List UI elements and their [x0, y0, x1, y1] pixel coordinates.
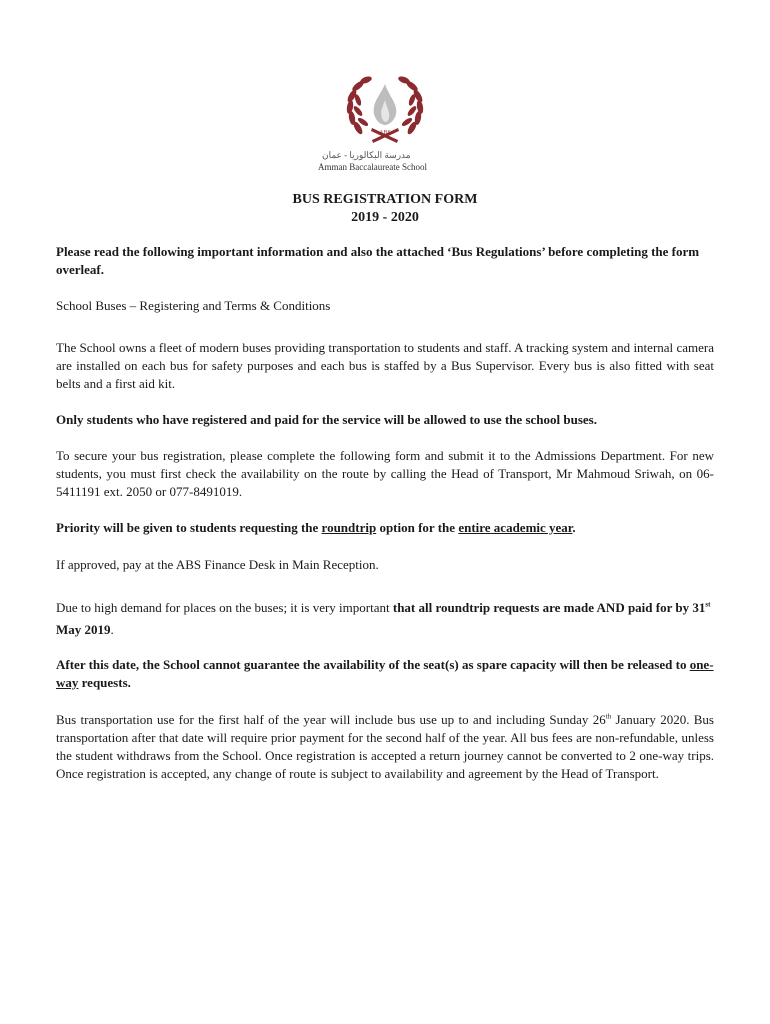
- payment-paragraph: If approved, pay at the ABS Finance Desk in Main Reception.: [56, 557, 379, 572]
- roundtrip-term: roundtrip: [321, 520, 377, 535]
- one-way-term: one-way: [56, 657, 714, 690]
- academic-year-term: entire academic year: [458, 520, 573, 535]
- deadline-text-a: Due to high demand for places on the buses; it is very important: [56, 600, 393, 615]
- secure-registration-paragraph: To secure your bus registration, please complete the following form and submit it to the Admissions Department. For new students, you must first check the availability on the route by calling the Head of Transport, Mr Mahmoud Sriwah, on 06-5411191 ext. 2050 or 077-8491019.: [56, 448, 714, 499]
- form-year: 2019 - 2020: [351, 210, 419, 225]
- transport-terms-text-a: Bus transportation use for the first half of the year will include bus use up to and including Sunday 26: [56, 712, 606, 727]
- after-date-text-c: requests.: [78, 675, 131, 690]
- section-heading: School Buses – Registering and Terms & Conditions: [56, 298, 331, 313]
- school-name-english: Amman Baccalaureate School: [318, 162, 427, 172]
- priority-text-a: Priority will be given to students requesting the: [56, 520, 322, 535]
- logo-abbr: ABS: [379, 130, 391, 136]
- deadline-paragraph: [56, 597, 714, 641]
- intro-paragraph: Please read the following important information and also the attached ‘Bus Regulations’ before completing the form overleaf.: [56, 244, 700, 277]
- fleet-paragraph: The School owns a fleet of modern buses providing transportation to students and staff. A tracking system and internal camera are installed on each bus for safety purposes and each bus is staffed by a Bus Supervisor. Every bus is also fitted with seat belts and a first aid kit.: [56, 340, 714, 391]
- deadline-text-d: .: [110, 622, 114, 637]
- form-title: BUS REGISTRATION FORM: [292, 192, 478, 207]
- school-name-arabic: مدرسة البكالوريا - عمان: [322, 150, 411, 160]
- priority-text-c: option for the: [376, 520, 459, 535]
- transport-terms-ordinal: th: [605, 712, 612, 721]
- after-date-paragraph: [56, 656, 714, 692]
- deadline-date: May 2019: [56, 622, 111, 637]
- registration-required-paragraph: Only students who have registered and paid for the service will be allowed to use the school buses.: [56, 412, 597, 427]
- laurel-wreath-icon: [310, 70, 460, 150]
- after-date-text-a: After this date, the School cannot guarantee the availability of the seat(s) as spare capacity will then be released to: [56, 657, 690, 672]
- deadline-text-b: that all roundtrip requests are made AND paid for by 31: [392, 600, 706, 615]
- transport-terms-paragraph: [56, 711, 714, 783]
- deadline-ordinal: st: [705, 600, 711, 609]
- transport-terms-text-b: January 2020. Bus transportation after that date will require prior payment for the second half of the year. All bus fees are non-refundable, unless the student withdraws from the School. Once registration is accepted a return journey cannot be converted to 2 one-way trips. Once registration is accepted, any change of route is subject to availability and agreement by the Head of Transport.: [56, 712, 714, 781]
- priority-text-e: .: [572, 520, 576, 535]
- priority-paragraph: [56, 519, 714, 537]
